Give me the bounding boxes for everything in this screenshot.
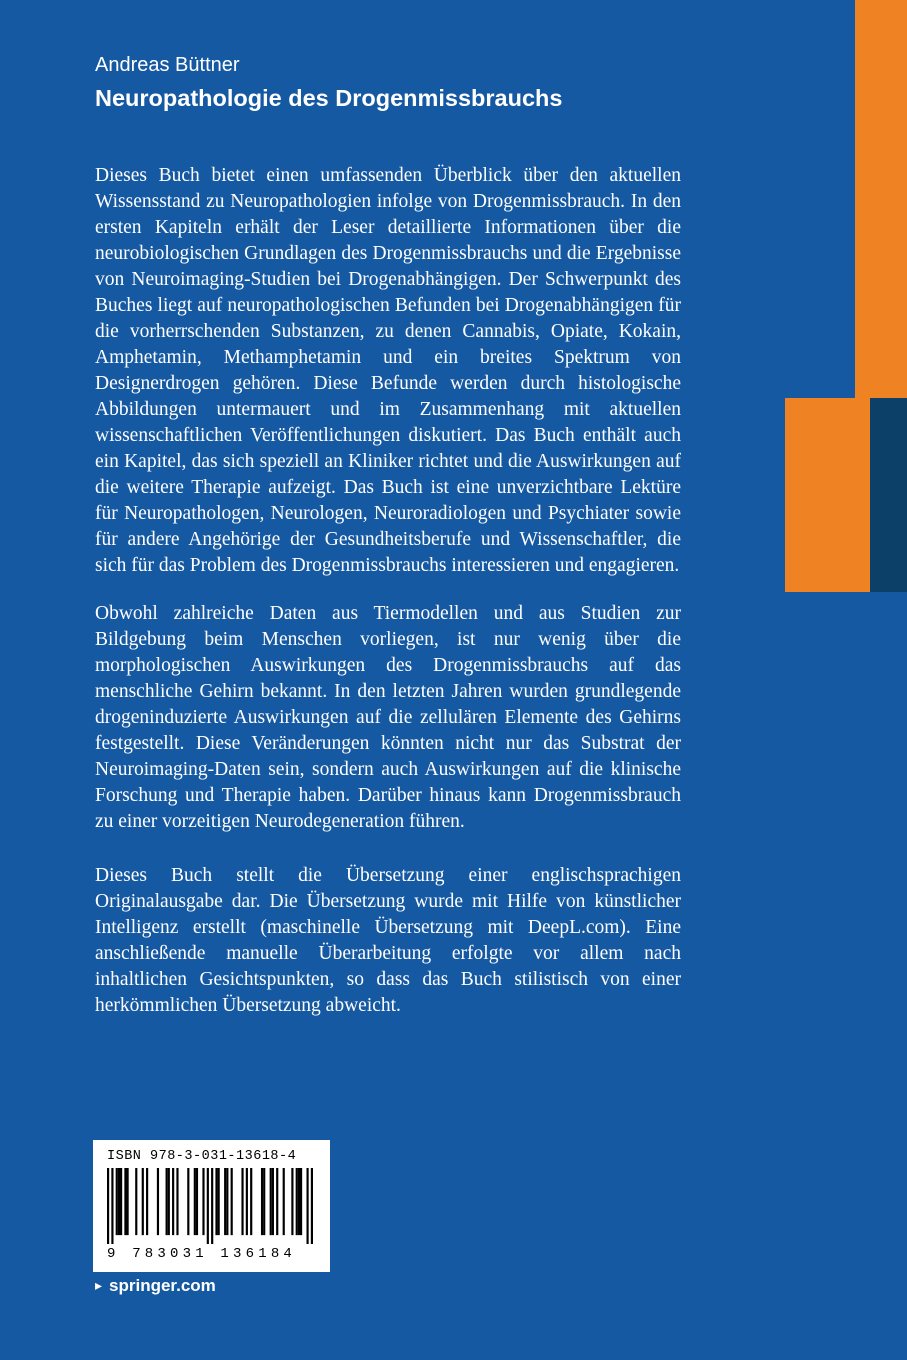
publisher-url: springer.com: [109, 1276, 216, 1295]
blurb-paragraph: Dieses Buch bietet einen umfassenden Überblick über den aktuellen Wissensstand zu Neuropathologien infolge von Drogenmissbrauch. In den ersten Kapiteln erhält der Leser detaillierte Informationen über die neurobiologischen Grundlagen des Drogenmissbrauchs und die Ergebnisse von Neuroimaging-Studien bei Drogenabhängigen. Der Schwerpunkt des Buches liegt auf neuropathologischen Befunden bei Drogenabhängigen für die vorherrschenden Substanzen, zu denen Cannabis, Opiate, Kokain, Amphetamin, Methamphetamin und ein breites Spektrum von Designerdrogen gehören. Diese Befunde werden durch histologische Abbildungen untermauert und im Zusammenhang mit aktuellen wissenschaftlichen Veröffentlichungen diskutiert. Das Buch enthält auch ein Kapitel, das sich speziell an Kliniker richtet und die Auswirkungen auf die weitere Therapie aufzeigt. Das Buch ist eine unverzichtbare Lektüre für Neuropathologen, Neurologen, Neuroradiologen und Psychiater sowie für andere Angehörige der Gesundheitsberufe und Wissenschaftler, die sich für das Problem des Drogenmissbrauchs interessieren und engagieren.: [95, 165, 681, 576]
isbn-barcode-block: [93, 1140, 330, 1272]
publisher-footer: [95, 1276, 216, 1296]
book-title: Neuropathologie des Drogenmissbrauchs: [95, 85, 563, 111]
orange-edge-strip: [855, 0, 907, 398]
translation-note-paragraph: Dieses Buch stellt die Übersetzung einer englischsprachigen Originalausgabe dar. Die Übersetzung wurde mit Hilfe von künstlicher Intelligenz erstellt (maschinelle Übersetzung mit DeepL.com). Eine anschließende manuelle Überarbeitung erfolgte vor allem nach inhaltlichen Gesichtspunkten, so dass das Buch stilistisch von einer herkömmlichen Übersetzung abweicht.: [95, 865, 681, 1016]
author-name: Andreas Büttner: [95, 54, 240, 76]
navy-band: [870, 398, 907, 592]
text-column: [95, 52, 681, 1019]
isbn-label: ISBN 978-3-031-13618-4: [107, 1149, 297, 1164]
orange-band: [785, 398, 870, 592]
arrow-icon: ▸: [95, 1278, 103, 1294]
barcode-digits: 9 783031 136184: [107, 1246, 297, 1262]
blurb-paragraph: Obwohl zahlreiche Daten aus Tiermodellen und aus Studien zur Bildgebung beim Menschen vorliegen, ist nur wenig über die morphologischen Auswirkungen des Drogenmissbrauchs auf das menschliche Gehirn bekannt. In den letzten Jahren wurden grundlegende drogeninduzierte Auswirkungen auf die zellulären Elemente des Gehirns festgestellt. Diese Veränderungen könnten nicht nur das Substrat der Neuroimaging-Daten sein, sondern auch Auswirkungen auf die klinische Forschung und Therapie haben. Darüber hinaus kann Drogenmissbrauch zu einer vorzeitigen Neurodegeneration führen.: [95, 603, 681, 832]
barcode-bars-icon: [107, 1168, 313, 1244]
